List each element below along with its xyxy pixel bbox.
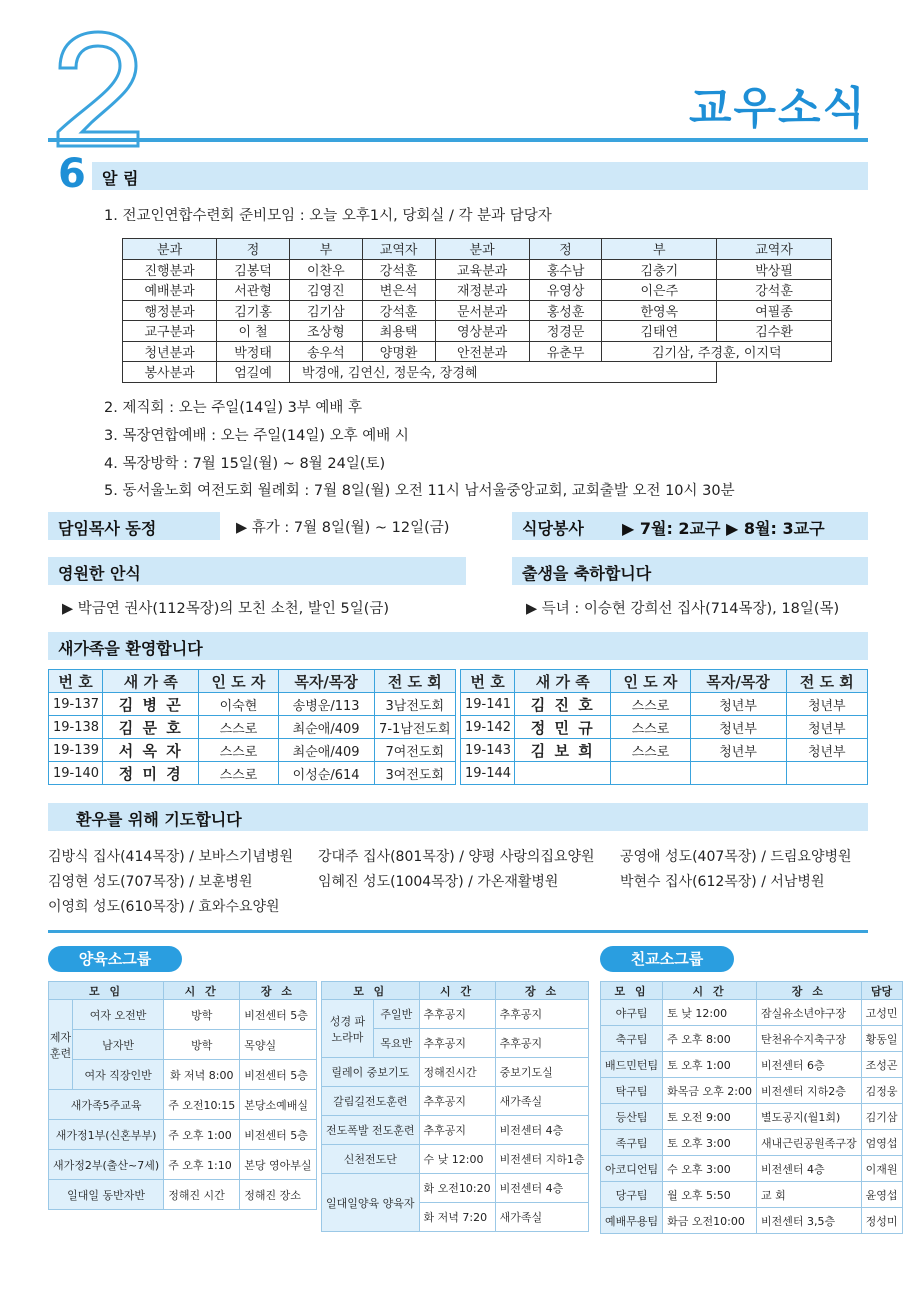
table-row (601, 1026, 903, 1052)
column-header: 전 도 회 (374, 670, 455, 693)
table-cell (611, 762, 690, 785)
table-cell: 김수환 (717, 321, 832, 342)
table-cell: 비전센터 4층 (495, 1116, 589, 1145)
table-row (601, 1052, 903, 1078)
table-row (49, 1120, 317, 1150)
table-cell: 새가족실 (495, 1203, 589, 1232)
table-cell: 갈림길전도훈련 (322, 1087, 420, 1116)
table-cell: 김영진 (289, 280, 362, 301)
table-cell: 스스로 (199, 739, 278, 762)
table-cell: 윤영섭 (861, 1182, 902, 1208)
prayer-entry: 박현수 집사(612목장) / 서남병원 (620, 874, 825, 890)
table-cell: 일대일 동반자반 (49, 1180, 164, 1210)
table-cell: 한영옥 (602, 300, 717, 321)
table-cell: 새가족실 (495, 1087, 589, 1116)
fellowship-label: 친교소그룹 (600, 946, 734, 972)
table-cell: 새가정2부(출산~7세) (49, 1150, 164, 1180)
table-cell: 스스로 (611, 739, 690, 762)
table-cell: 주 오후 1:00 (164, 1120, 240, 1150)
table-row (322, 1116, 589, 1145)
table-cell: 목요반 (374, 1029, 420, 1058)
table-cell: 김태연 (602, 321, 717, 342)
table-cell: 비전센터 5층 (240, 1120, 316, 1150)
table-cell: 여자 직장인반 (73, 1060, 164, 1090)
table-cell: 비전센터 5층 (240, 1060, 316, 1090)
table-cell: 스스로 (199, 762, 278, 785)
table-row (123, 259, 832, 280)
table-row (322, 982, 589, 1000)
nurture-table-1 (48, 981, 317, 1210)
table-row (322, 1174, 589, 1203)
table-row (49, 982, 317, 1000)
column-header: 교역자 (717, 239, 832, 260)
notice-item-3: 3. 목장연합예배 : 오는 주일(14일) 오후 예배 시 (104, 428, 409, 444)
table-cell: 중보기도실 (495, 1058, 589, 1087)
column-header: 새 가 족 (103, 670, 199, 693)
column-header: 모 임 (601, 982, 663, 1000)
newfamily-table-left (48, 669, 456, 785)
table-cell: 행정분과 (123, 300, 217, 321)
newfamily-heading: 새가족을 환영합니다 (58, 639, 203, 658)
table-cell: 이성순/614 (278, 762, 374, 785)
table-cell: 청년부 (786, 739, 867, 762)
table-cell: 교구분과 (123, 321, 217, 342)
table-cell: 최순애/409 (278, 716, 374, 739)
table-cell: 토 오후 3:00 (663, 1130, 757, 1156)
table-row (601, 1208, 903, 1234)
table-cell: 정 민 규 (515, 716, 611, 739)
table-cell: 새가정1부(신혼부부) (49, 1120, 164, 1150)
pastor-heading: 담임목사 동정 (58, 519, 157, 538)
table-row (461, 693, 868, 716)
birth-bar (512, 557, 868, 585)
table-cell: 19-139 (49, 739, 103, 762)
table-cell: 김기삼, 주경훈, 이지덕 (602, 341, 832, 362)
column-header: 정 (217, 239, 290, 260)
table-row (49, 762, 456, 785)
section-rule (48, 930, 868, 933)
column-header: 분과 (123, 239, 217, 260)
column-header: 장 소 (756, 982, 861, 1000)
rest-heading: 영원한 안식 (58, 564, 141, 583)
table-cell: 별도공지(월1회) (756, 1104, 861, 1130)
table-cell: 추후공지 (419, 1000, 495, 1029)
table-cell: 수 오후 3:00 (663, 1156, 757, 1182)
table-cell: 목양실 (240, 1030, 316, 1060)
table-row (123, 341, 832, 362)
table-cell: 정해진 장소 (240, 1180, 316, 1210)
table-row (601, 1104, 903, 1130)
table-cell: 화목금 오후 2:00 (663, 1078, 757, 1104)
table-cell: 문서분과 (435, 300, 529, 321)
column-header: 분과 (435, 239, 529, 260)
table-row (322, 1145, 589, 1174)
column-header: 목자/목장 (690, 670, 786, 693)
nurture-label: 양육소그룹 (48, 946, 182, 972)
prayer-bar (48, 803, 868, 831)
table-cell: 배드민턴팀 (601, 1052, 663, 1078)
table-row (461, 739, 868, 762)
table-cell: 축구팀 (601, 1026, 663, 1052)
table-cell: 추후공지 (419, 1087, 495, 1116)
table-cell: 비전센터 4층 (495, 1174, 589, 1203)
column-header: 인 도 자 (611, 670, 690, 693)
table-cell: 비전센터 4층 (756, 1156, 861, 1182)
page-number-graphic (52, 30, 142, 150)
section-number: 6 (58, 151, 86, 197)
table-cell: 청년부 (786, 693, 867, 716)
pastor-bar (48, 512, 220, 540)
table-cell: 강석훈 (362, 300, 435, 321)
prayer-col-3 (620, 845, 852, 895)
table-cell: 청년부 (690, 693, 786, 716)
table-cell: 고성민 (861, 1000, 902, 1026)
table-cell: 방학 (164, 1030, 240, 1060)
table-cell: 토 낮 12:00 (663, 1000, 757, 1026)
notice-item-1: 1. 전교인연합수련회 준비모임 : 오늘 오후1시, 당회실 / 각 분과 담당자 (104, 208, 552, 224)
header-rule (48, 138, 868, 142)
rest-bar (48, 557, 466, 585)
column-header: 교역자 (362, 239, 435, 260)
meal-heading: 식당봉사 (522, 519, 584, 538)
table-cell: 7여전도회 (374, 739, 455, 762)
table-cell: 탄천유수지축구장 (756, 1026, 861, 1052)
table-cell: 최용택 (362, 321, 435, 342)
column-header: 번 호 (461, 670, 515, 693)
table-cell: 비전센터 지하2층 (756, 1078, 861, 1104)
table-cell: 김기삼 (289, 300, 362, 321)
table-row (322, 1000, 589, 1029)
rest-text: ▶ 박금연 권사(112목장)의 모친 소천, 발인 5일(금) (62, 601, 390, 617)
table-cell: 유영상 (529, 280, 602, 301)
table-cell: 김 문 호 (103, 716, 199, 739)
table-cell: 예배분과 (123, 280, 217, 301)
table-cell: 영상분과 (435, 321, 529, 342)
table-cell: 비전센터 5층 (240, 1000, 316, 1030)
table-cell: 아코디언팀 (601, 1156, 663, 1182)
table-cell: 송병운/113 (278, 693, 374, 716)
table-cell: 추후공지 (419, 1116, 495, 1145)
table-cell: 변은석 (362, 280, 435, 301)
notice-item-4: 4. 목장방학 : 7월 15일(월) ~ 8월 24일(토) (104, 456, 386, 472)
table-cell: 릴레이 중보기도 (322, 1058, 420, 1087)
table-cell: 토 오전 9:00 (663, 1104, 757, 1130)
table-row (123, 321, 832, 342)
table-cell: 청년부 (690, 739, 786, 762)
table-row (461, 762, 868, 785)
prayer-entry: 임혜진 성도(1004목장) / 가온재활병원 (318, 874, 559, 890)
table-row (123, 362, 832, 383)
table-row (601, 1078, 903, 1104)
notice-bar (92, 162, 868, 190)
table-row (461, 716, 868, 739)
table-row (49, 1090, 317, 1120)
table-cell: 토 오후 1:00 (663, 1052, 757, 1078)
table-row (601, 1130, 903, 1156)
table-row (322, 1058, 589, 1087)
table-cell: 여필종 (717, 300, 832, 321)
table-cell: 서 옥 자 (103, 739, 199, 762)
table-cell: 정성미 (861, 1208, 902, 1234)
table-cell: 주 오후 1:10 (164, 1150, 240, 1180)
table-cell: 당구팀 (601, 1182, 663, 1208)
table-cell: 19-140 (49, 762, 103, 785)
prayer-col-2 (318, 845, 595, 895)
table-cell: 이은주 (602, 280, 717, 301)
table-cell: 김 보 희 (515, 739, 611, 762)
table-row (49, 1180, 317, 1210)
table-cell: 김 진 호 (515, 693, 611, 716)
table-cell: 이 철 (217, 321, 290, 342)
table-cell: 성경 파노라마 (322, 1000, 374, 1058)
table-row (461, 670, 868, 693)
table-cell: 19-144 (461, 762, 515, 785)
table-cell: 정경문 (529, 321, 602, 342)
table-cell: 홍수남 (529, 259, 602, 280)
column-header: 목자/목장 (278, 670, 374, 693)
column-header: 부 (602, 239, 717, 260)
table-cell: 방학 (164, 1000, 240, 1030)
table-row (123, 239, 832, 260)
table-row (49, 1060, 317, 1090)
page-title: 교우소식 (688, 83, 867, 134)
table-cell: 탁구팀 (601, 1078, 663, 1104)
table-cell: 강석훈 (362, 259, 435, 280)
fellowship-table (600, 981, 903, 1234)
column-header: 시 간 (663, 982, 757, 1000)
column-header: 새 가 족 (515, 670, 611, 693)
table-cell: 추후공지 (495, 1029, 589, 1058)
table-cell: 청년분과 (123, 341, 217, 362)
meal-text: ▶ 7월: 2교구 ▶ 8월: 3교구 (622, 519, 825, 538)
table-row (49, 1000, 317, 1030)
column-header: 장 소 (495, 982, 589, 1000)
nurture-table-2 (321, 981, 589, 1232)
table-cell: 재정분과 (435, 280, 529, 301)
birth-heading: 출생을 축하합니다 (522, 564, 652, 583)
table-cell: 수 낮 12:00 (419, 1145, 495, 1174)
table-cell: 새가족5주교육 (49, 1090, 164, 1120)
table-cell: 신천전도단 (322, 1145, 420, 1174)
table-cell: 화 저녁 8:00 (164, 1060, 240, 1090)
table-cell (690, 762, 786, 785)
table-cell: 19-138 (49, 716, 103, 739)
column-header: 인 도 자 (199, 670, 278, 693)
column-header: 시 간 (419, 982, 495, 1000)
table-row (123, 300, 832, 321)
table-cell: 정해진시간 (419, 1058, 495, 1087)
table-cell: 비전센터 6층 (756, 1052, 861, 1078)
table-cell: 이숙현 (199, 693, 278, 716)
table-cell: 청년부 (690, 716, 786, 739)
table-cell: 김 병 곤 (103, 693, 199, 716)
table-cell: 황동일 (861, 1026, 902, 1052)
table-row (49, 1030, 317, 1060)
table-cell: 주 오전10:15 (164, 1090, 240, 1120)
table-row (49, 670, 456, 693)
table-cell: 박정태 (217, 341, 290, 362)
column-header: 전 도 회 (786, 670, 867, 693)
notice-item-2: 2. 제직회 : 오는 주일(14일) 3부 예배 후 (104, 400, 363, 416)
table-cell: 최순애/409 (278, 739, 374, 762)
table-cell: 김충기 (602, 259, 717, 280)
table-cell (786, 762, 867, 785)
table-row (49, 716, 456, 739)
table-cell: 조성곤 (861, 1052, 902, 1078)
table-cell: 일대일양육 양육자 (322, 1174, 420, 1232)
table-row (601, 1000, 903, 1026)
table-row (49, 693, 456, 716)
table-cell: 비전센터 3,5층 (756, 1208, 861, 1234)
column-header: 정 (529, 239, 602, 260)
table-cell: 여자 오전반 (73, 1000, 164, 1030)
table-cell: 화 저녁 7:20 (419, 1203, 495, 1232)
table-cell: 19-141 (461, 693, 515, 716)
table-cell: 주 오후 8:00 (663, 1026, 757, 1052)
pastor-text: ▶ 휴가 : 7월 8일(월) ~ 12일(금) (236, 520, 450, 536)
table-cell: 주일반 (374, 1000, 420, 1029)
table-row (601, 982, 903, 1000)
table-cell (515, 762, 611, 785)
table-cell: 새내근린공원족구장 (756, 1130, 861, 1156)
table-cell: 정해진 시간 (164, 1180, 240, 1210)
table-cell: 7-1남전도회 (374, 716, 455, 739)
table-cell: 추후공지 (419, 1029, 495, 1058)
table-cell: 19-137 (49, 693, 103, 716)
table-cell: 박경애, 김연신, 정문숙, 장경혜 (289, 362, 716, 383)
table-cell: 봉사분과 (123, 362, 217, 383)
table-cell: 화금 오전10:00 (663, 1208, 757, 1234)
table-cell: 19-142 (461, 716, 515, 739)
table-cell: 제자훈련 (49, 1000, 73, 1090)
column-header: 모 임 (322, 982, 420, 1000)
table-cell: 추후공지 (495, 1000, 589, 1029)
notice-item-5: 5. 동서울노회 여전도회 월례회 : 7월 8일(월) 오전 11시 남서울중앙교회, 교회출발 오전 10시 30분 (104, 483, 735, 499)
table-cell: 정 미 경 (103, 762, 199, 785)
table-row (322, 1087, 589, 1116)
table-cell: 김기홍 (217, 300, 290, 321)
table-cell: 화 오전10:20 (419, 1174, 495, 1203)
prayer-entry: 공영애 성도(407목장) / 드림요양병원 (620, 849, 852, 865)
table-cell: 교육분과 (435, 259, 529, 280)
table-cell: 본당 영아부실 (240, 1150, 316, 1180)
table-row (601, 1182, 903, 1208)
table-cell: 엄길예 (217, 362, 290, 383)
newfamily-table-right (460, 669, 868, 785)
table-cell: 본당소예배실 (240, 1090, 316, 1120)
table-cell: 전도폭발 전도훈련 (322, 1116, 420, 1145)
table-cell: 3여전도회 (374, 762, 455, 785)
prayer-entry: 김영현 성도(707목장) / 보훈병원 (48, 874, 253, 890)
table-cell: 예배무용팀 (601, 1208, 663, 1234)
newfamily-bar (48, 632, 868, 660)
table-cell: 야구팀 (601, 1000, 663, 1026)
column-header: 장 소 (240, 982, 316, 1000)
table-cell: 엄영섭 (861, 1130, 902, 1156)
prayer-entry: 이영희 성도(610목장) / 효와수요양원 (48, 899, 280, 915)
table-cell: 교 회 (756, 1182, 861, 1208)
column-header: 번 호 (49, 670, 103, 693)
table-cell: 청년부 (786, 716, 867, 739)
table-cell: 조상형 (289, 321, 362, 342)
table-cell: 김봉덕 (217, 259, 290, 280)
notice-heading: 알 림 (102, 169, 139, 188)
table-cell: 양명환 (362, 341, 435, 362)
table-cell: 스스로 (611, 716, 690, 739)
column-header: 부 (289, 239, 362, 260)
table-cell: 비전센터 지하1층 (495, 1145, 589, 1174)
table-cell: 서관형 (217, 280, 290, 301)
column-header: 모 임 (49, 982, 164, 1000)
prayer-entry: 김방식 집사(414목장) / 보바스기념병원 (48, 849, 294, 865)
prayer-col-1 (48, 845, 293, 920)
table-cell: 김정웅 (861, 1078, 902, 1104)
table-cell: 스스로 (611, 693, 690, 716)
table-row (123, 280, 832, 301)
table-cell: 남자반 (73, 1030, 164, 1060)
table-row (49, 739, 456, 762)
table-cell: 잠실유소년야구장 (756, 1000, 861, 1026)
table-cell: 강석훈 (717, 280, 832, 301)
table-cell: 유춘무 (529, 341, 602, 362)
table-cell: 안전분과 (435, 341, 529, 362)
meal-bar (512, 512, 868, 540)
table-cell: 이재원 (861, 1156, 902, 1182)
committee-table (122, 238, 832, 383)
table-cell: 이찬우 (289, 259, 362, 280)
table-row (601, 1156, 903, 1182)
table-row (49, 1150, 317, 1180)
table-cell: 족구팀 (601, 1130, 663, 1156)
table-cell: 19-143 (461, 739, 515, 762)
column-header: 시 간 (164, 982, 240, 1000)
table-cell: 김기삼 (861, 1104, 902, 1130)
prayer-heading: 환우를 위해 기도합니다 (76, 810, 242, 829)
table-cell: 3남전도회 (374, 693, 455, 716)
table-cell: 월 오후 5:50 (663, 1182, 757, 1208)
table-cell: 송우석 (289, 341, 362, 362)
table-cell: 등산팀 (601, 1104, 663, 1130)
prayer-entry: 강대주 집사(801목장) / 양평 사랑의집요양원 (318, 849, 595, 865)
table-cell: 스스로 (199, 716, 278, 739)
birth-text: ▶ 득녀 : 이승현 강희선 집사(714목장), 18일(목) (526, 601, 840, 617)
table-cell: 박상필 (717, 259, 832, 280)
table-cell: 홍성훈 (529, 300, 602, 321)
table-cell: 진행분과 (123, 259, 217, 280)
column-header: 담당 (861, 982, 902, 1000)
